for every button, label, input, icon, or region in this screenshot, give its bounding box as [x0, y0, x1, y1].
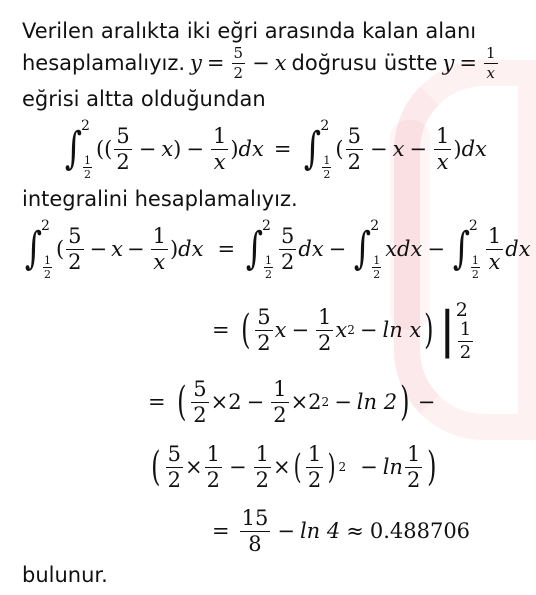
math-token: 5 — [116, 123, 130, 148]
math-token: ) — [173, 137, 182, 161]
intro-text-2b: doğrusu üstte — [291, 51, 438, 75]
math-token: − — [427, 237, 445, 261]
var-y: y — [442, 51, 455, 75]
math-token: ∫ — [354, 223, 372, 274]
math-token: 1 — [255, 441, 269, 466]
math-token: ∫ — [64, 123, 83, 174]
math-token: 2 — [320, 118, 330, 134]
math-token: 2 — [307, 467, 322, 492]
math-token: 2 — [273, 402, 287, 427]
math-token: 2 — [83, 168, 91, 181]
equation-6 — [212, 502, 470, 560]
equation-1 — [62, 112, 487, 186]
math-token: − — [89, 237, 108, 261]
math-token: x — [153, 249, 166, 274]
math-token: 2 — [373, 268, 381, 281]
math-token: dx — [298, 237, 324, 261]
math-token: = — [273, 137, 292, 161]
math-token: ) — [327, 447, 336, 487]
math-token: ) — [427, 444, 437, 490]
math-token — [486, 223, 503, 274]
math-token: ) — [400, 379, 410, 425]
math-token: (( — [95, 137, 113, 161]
fraction-one-over-x — [211, 123, 228, 174]
math-token: 5 — [347, 123, 361, 148]
intro-text-3: eğrisi altta olduğundan — [22, 87, 266, 111]
math-token: x — [392, 137, 405, 161]
math-token: × — [290, 390, 309, 414]
math-token: 1 — [152, 223, 166, 248]
math-token: 2 — [206, 467, 220, 492]
math-token: 2 — [265, 268, 272, 281]
math-token — [434, 123, 451, 174]
evaluation-limits — [456, 299, 475, 361]
math-token: 1 — [206, 441, 220, 466]
math-token — [22, 218, 54, 280]
math-token — [471, 255, 480, 280]
math-token: 5 — [167, 441, 181, 466]
math-token: dx — [505, 237, 531, 261]
equation-4 — [148, 374, 435, 430]
math-token: 2 — [347, 323, 355, 337]
math-token: dx — [238, 137, 264, 161]
math-token — [271, 376, 288, 427]
math-token: 2 — [471, 268, 479, 281]
math-token: 2 — [338, 460, 347, 474]
math-token — [469, 218, 482, 280]
math-token: x — [274, 318, 287, 342]
math-token: x — [161, 137, 174, 161]
fraction-one-over-x — [484, 43, 498, 82]
math-token: − — [291, 318, 310, 342]
math-token: 1 — [318, 304, 332, 329]
math-token: − — [334, 390, 352, 414]
math-token: dx — [461, 137, 487, 161]
math-token — [41, 218, 54, 280]
math-token: ( — [151, 444, 161, 490]
equation-3 — [212, 290, 475, 370]
math-token: ( — [293, 447, 302, 487]
end-text — [22, 562, 108, 588]
math-token — [370, 218, 383, 280]
math-token — [243, 218, 275, 280]
math-token — [322, 155, 331, 180]
math-token: ≈ — [346, 519, 364, 543]
math-token — [458, 321, 473, 362]
math-token: 2 — [262, 218, 271, 234]
math-token: 5 — [281, 223, 295, 248]
mid-text-content: integralini hesaplamalıyız. — [22, 187, 298, 211]
math-token: 2 — [233, 63, 244, 82]
math-token: − — [409, 137, 428, 161]
math-token: 1 — [323, 154, 331, 167]
math-token: 1 — [487, 223, 502, 248]
math-token: x — [335, 318, 348, 342]
math-token: 5 — [193, 376, 207, 401]
intro-text-2: hesaplamalıyız. — [22, 51, 186, 75]
math-token: − — [246, 390, 265, 414]
math-token: = — [212, 318, 230, 342]
math-token — [279, 223, 296, 274]
math-token: × — [272, 455, 291, 479]
math-token: ) — [424, 307, 434, 353]
math-token: 1 — [471, 254, 479, 267]
math-token: 2 — [308, 390, 322, 414]
math-token: 2 — [40, 218, 50, 234]
math-token: − — [417, 390, 436, 414]
math-token — [205, 441, 222, 492]
fraction-five-halves — [114, 123, 131, 174]
math-token: 15 — [241, 505, 269, 530]
math-token — [254, 441, 271, 492]
math-token: 2 — [193, 402, 207, 427]
math-token — [191, 376, 208, 427]
math-token: 1 — [83, 154, 91, 167]
equation-5 — [148, 436, 440, 498]
math-token: 2 — [167, 467, 181, 492]
integral-limits — [81, 118, 94, 180]
math-token: ( — [335, 137, 344, 161]
math-token: 1 — [486, 43, 496, 62]
math-token: 2 — [455, 299, 468, 321]
math-token: 2 — [281, 249, 295, 274]
math-token: − — [186, 137, 204, 161]
math-token: ∫ — [24, 223, 43, 274]
math-token: x — [111, 237, 123, 261]
math-token — [43, 255, 52, 280]
math-token: 1 — [265, 254, 272, 267]
math-token: 1 — [212, 123, 227, 148]
math-token: ( — [55, 237, 65, 261]
math-token — [264, 255, 273, 280]
math-token: 8 — [248, 531, 262, 556]
end-text-content: bulunur. — [22, 563, 108, 587]
math-token: ∫ — [452, 223, 471, 274]
math-token: ln x — [382, 318, 422, 342]
math-token: − — [138, 137, 157, 161]
math-token: ln — [382, 455, 403, 479]
math-token — [151, 223, 168, 274]
math-token: × — [210, 390, 229, 414]
math-token: − — [328, 237, 347, 261]
math-token: 5 — [233, 43, 244, 62]
math-token: ln 2 — [356, 390, 398, 414]
math-token — [351, 218, 383, 280]
var-y: y — [190, 51, 202, 75]
math-token: − — [359, 318, 378, 342]
math-token: − — [360, 455, 378, 479]
math-token: ) — [230, 137, 239, 161]
math-token: ∫ — [245, 223, 264, 274]
math-token: − — [126, 237, 145, 261]
math-token — [83, 155, 92, 180]
math-token: 1 — [459, 319, 472, 340]
math-token: ( — [240, 307, 251, 353]
math-token — [66, 223, 83, 274]
math-token: − — [277, 519, 295, 543]
math-token — [306, 441, 323, 492]
math-token — [166, 441, 183, 492]
math-token: 2 — [257, 330, 271, 355]
math-token — [346, 123, 363, 174]
math-token: 1 — [373, 254, 381, 267]
math-token — [372, 255, 381, 280]
math-token: 1 — [43, 254, 51, 267]
math-token: 2 — [321, 395, 330, 409]
math-token: ∫ — [304, 123, 322, 174]
math-token: x — [486, 63, 496, 82]
math-token: 1 — [406, 441, 421, 466]
math-token — [405, 441, 422, 492]
integral-sign — [301, 118, 333, 180]
intro-line-3 — [22, 86, 266, 112]
math-token: 1 — [273, 376, 287, 401]
math-token: 2 — [370, 218, 380, 234]
integral-sign — [62, 118, 94, 180]
intro-text-1: Verilen aralıkta iki eğri arasında kalan alanı — [22, 19, 477, 43]
math-token: = — [148, 390, 166, 414]
fraction-five-halves — [232, 43, 246, 82]
equation-2 — [22, 212, 531, 286]
math-token: x — [436, 149, 449, 174]
equals: = — [206, 51, 225, 75]
math-token: 2 — [406, 467, 421, 492]
evaluation-bar: | — [438, 301, 456, 359]
math-token: ) — [453, 137, 462, 161]
math-token: 1 — [307, 441, 322, 466]
math-token: 2 — [255, 467, 269, 492]
math-token — [255, 304, 272, 355]
math-token: 2 — [43, 268, 51, 281]
math-token: 2 — [318, 330, 332, 355]
intro-line-2 — [22, 40, 500, 86]
math-token: − — [228, 455, 247, 479]
math-token: 2 — [80, 118, 90, 134]
math-token: 2 — [68, 249, 82, 274]
math-token: 2 — [228, 390, 242, 414]
math-token: = — [217, 237, 236, 261]
math-token: 5 — [68, 223, 82, 248]
math-token: ( — [176, 379, 187, 425]
math-token: 2 — [459, 342, 472, 363]
math-token: 5 — [257, 304, 271, 329]
math-token — [240, 505, 271, 556]
math-token: 2 — [323, 168, 331, 181]
math-token: 1 — [436, 123, 450, 148]
math-token: 2 — [468, 218, 478, 234]
math-token: 2 — [347, 149, 361, 174]
math-token: − — [369, 137, 388, 161]
math-token: = — [212, 519, 230, 543]
var-x: x — [274, 51, 287, 75]
math-token: × — [184, 455, 203, 479]
math-token: ) — [169, 237, 179, 261]
math-token: 2 — [116, 149, 130, 174]
equals: = — [459, 51, 478, 75]
math-token: dx — [178, 237, 204, 261]
minus: − — [252, 51, 270, 75]
math-token: x — [213, 149, 226, 174]
math-token: xdx — [385, 237, 423, 261]
math-token — [316, 304, 333, 355]
result-value: 0.488706 — [369, 519, 471, 543]
math-token — [262, 218, 275, 280]
math-token: ln 4 — [299, 519, 341, 543]
math-token — [450, 218, 482, 280]
math-token — [320, 118, 333, 180]
math-token: x — [488, 249, 501, 274]
mid-text — [22, 186, 298, 212]
